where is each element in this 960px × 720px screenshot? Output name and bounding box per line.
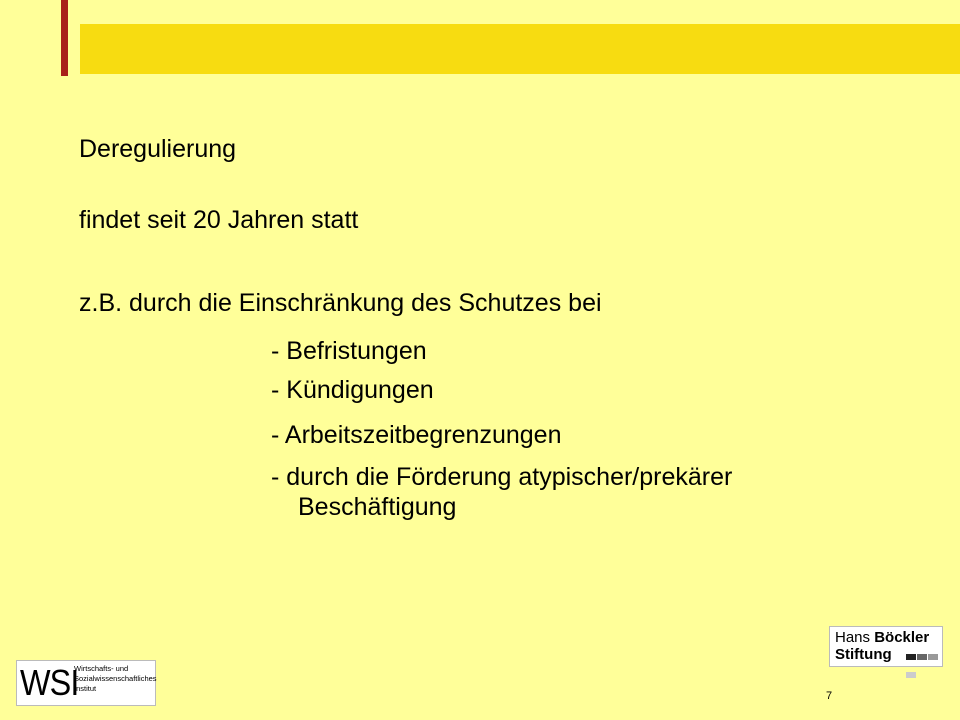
wsi-logo-subtitle — [74, 664, 157, 694]
wsi-logo-line: Sozialwissenschaftliches — [74, 674, 157, 683]
wsi-logo-line: Wirtschafts- und — [74, 664, 129, 673]
hbs-logo-word-stiftung: Stiftung — [835, 646, 892, 663]
page-number: 7 — [826, 690, 833, 702]
hbs-logo-squares — [906, 654, 942, 690]
hbs-logo-word-boeckler: Böckler — [874, 629, 930, 646]
bullet-befristungen: - Befristungen — [271, 337, 427, 365]
example-line: z.B. durch die Einschränkung des Schutzes bei — [79, 289, 602, 317]
slide-title: Deregulierung — [79, 135, 237, 163]
wsi-logo-mark: WSI — [20, 662, 79, 703]
wsi-logo — [16, 660, 156, 706]
bullet-foerderung: - durch die Förderung atypischer/prekärer — [271, 463, 733, 491]
bullet-foerderung-continuation: Beschäftigung — [298, 493, 457, 521]
bullet-arbeitszeit: - Arbeitszeitbegrenzungen — [271, 421, 562, 449]
hbs-logo-word-hans: Hans — [835, 629, 871, 646]
hans-boeckler-stiftung-logo — [829, 626, 943, 667]
bullet-kuendigungen: - Kündigungen — [271, 376, 434, 404]
wsi-logo-line: Institut — [74, 684, 97, 693]
intro-line: findet seit 20 Jahren statt — [79, 206, 359, 234]
hbs-logo-name-row — [835, 629, 929, 646]
header-band — [80, 24, 960, 74]
accent-bar — [61, 0, 68, 76]
